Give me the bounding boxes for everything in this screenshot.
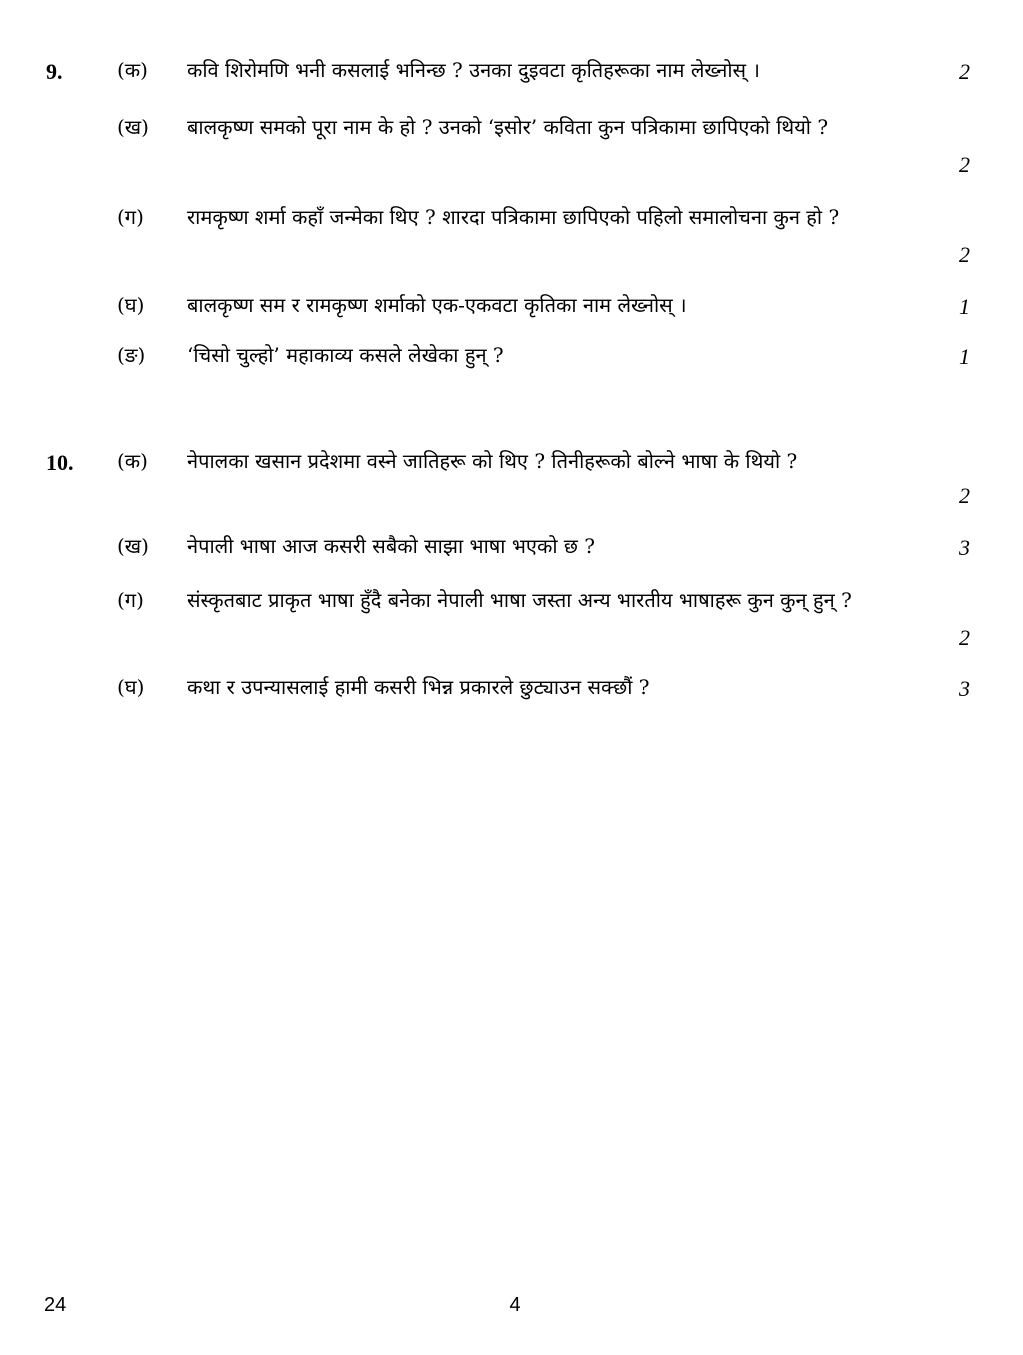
part-text: बालकृष्ण समको पूरा नाम के हो ? उनको ‘इसोर’ कविता कुन पत्रिकामा छापिएको थियो ? <box>187 115 829 139</box>
part-text: नेपाली भाषा आज कसरी सबैको साझा भाषा भएको छ ? <box>187 534 595 558</box>
part-label: (ख) <box>117 534 149 558</box>
part-text: कवि शिरोमणि भनी कसलाई भनिन्छ ? उनका दुइवटा कृतिहरूका नाम लेख्नोस् । <box>187 58 760 82</box>
part-marks: 2 <box>959 242 970 267</box>
part-label: (ङ) <box>117 343 146 367</box>
part-text: ‘चिसो चुल्हो’ महाकाव्य कसले लेखेका हुन् ? <box>187 343 504 367</box>
part-marks: 2 <box>959 625 970 650</box>
part-marks: 3 <box>959 676 970 701</box>
part-marks: 2 <box>959 152 970 177</box>
part-text: संस्कृतबाट प्राकृत भाषा हुँदै बनेका नेपाली भाषा जस्ता अन्य भारतीय भाषाहरू कुन कुन् हुन् ? <box>187 588 852 612</box>
question-number: 9. <box>46 59 63 84</box>
part-label: (क) <box>117 58 148 82</box>
part-label: (ग) <box>117 588 144 612</box>
part-label: (क) <box>117 449 148 473</box>
part-text: नेपालका खसान प्रदेशमा वस्ने जातिहरू को थिए ? तिनीहरूको बोल्ने भाषा के थियो ? <box>187 449 798 473</box>
part-marks: 1 <box>959 294 970 319</box>
page-number: 4 <box>509 1294 521 1316</box>
part-label: (ख) <box>117 115 149 139</box>
part-marks: 3 <box>959 535 970 560</box>
part-label: (ग) <box>117 205 144 229</box>
part-marks: 2 <box>959 59 970 84</box>
part-text: कथा र उपन्यासलाई हामी कसरी भिन्न प्रकारले छुट्याउन सक्छौं ? <box>187 675 650 699</box>
part-marks: 2 <box>959 483 970 508</box>
part-text: रामकृष्ण शर्मा कहाँ जन्मेका थिए ? शारदा पत्रिकामा छापिएको पहिलो समालोचना कुन हो ? <box>187 205 840 229</box>
paper-code: 24 <box>44 1294 67 1316</box>
part-marks: 1 <box>959 344 970 369</box>
question-number: 10. <box>46 450 74 475</box>
part-label: (घ) <box>117 293 145 317</box>
part-label: (घ) <box>117 675 145 699</box>
part-text: बालकृष्ण सम र रामकृष्ण शर्माको एक-एकवटा कृतिका नाम लेख्नोस् । <box>187 293 687 317</box>
